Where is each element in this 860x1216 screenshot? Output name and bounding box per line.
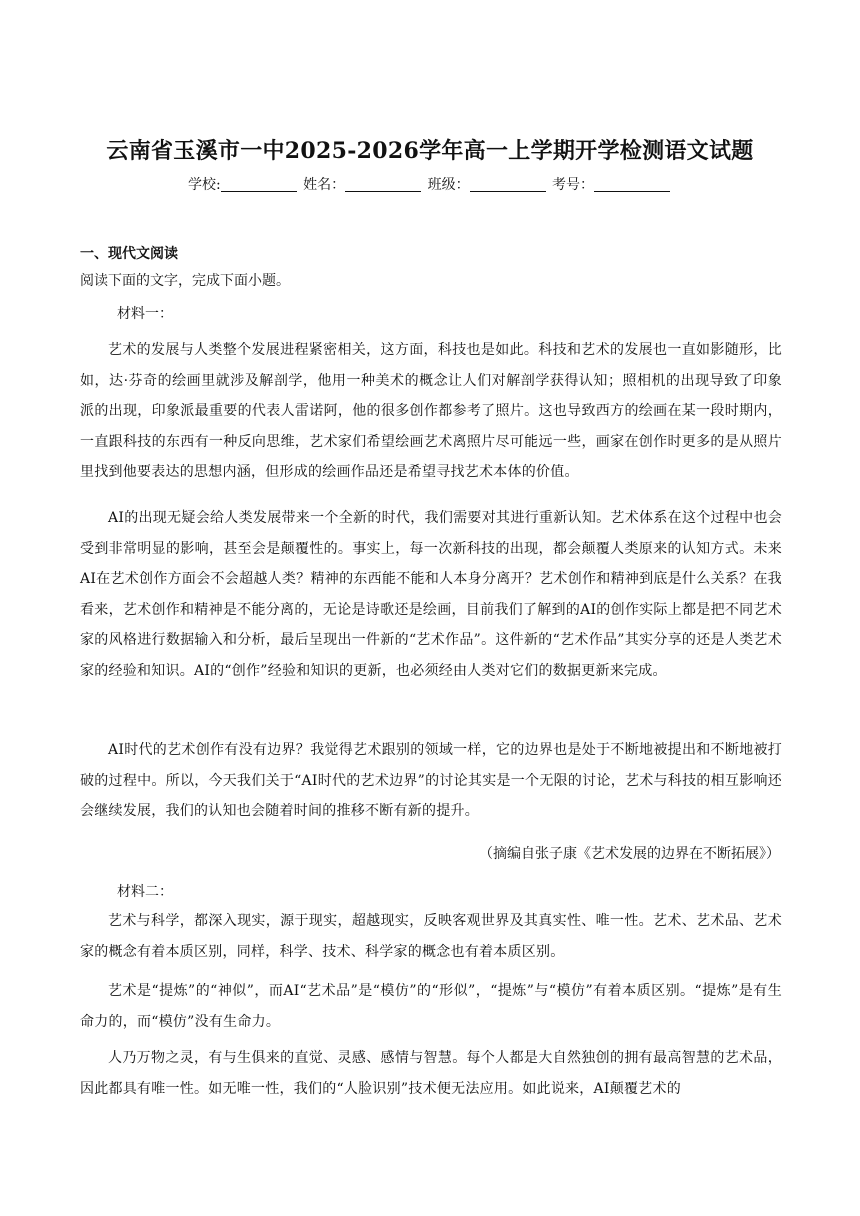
exam-number-blank [594,177,670,192]
material-two-paragraph: 人乃万物之灵，有与生俱来的直觉、灵感、感情与智慧。每个人都是大自然独创的拥有最高智慧的艺术品，因此都具有唯一性。如无唯一性，我们的“人脸识别”技术便无法应用。如此说来，AI颠覆艺术的 [80,1050,782,1097]
reading-instruction: 阅读下面的文字，完成下面小题。 [80,273,290,289]
school-blank [221,177,297,192]
material-one-label: 材料一： [117,306,173,322]
material-one-source: （摘编自张子康《艺术发展的边界在不断拓展》） [479,846,780,862]
student-info-line [0,174,860,194]
section-heading: 一、现代文阅读 [80,246,178,262]
material-two-label: 材料二： [117,884,173,900]
document-title: 云南省玉溪市一中2025-2026学年高一上学期开学检测语文试题 [106,138,754,164]
material-one-paragraph: AI的出现无疑会给人类发展带来一个全新的时代，我们需要对其进行重新认知。艺术体系在这个过程中也会受到非常明显的影响，甚至会是颠覆性的。事实上，每一次新科技的出现，都会颠覆人类原来的认知方式。未来AI在艺术创作方面会不会超越人类？精神的东西能不能和人本身分离开？艺术创作和精神到底是什么关系？在我看来，艺术创作和精神是不能分离的，无论是诗歌还是绘画，目前我们了解到的AI的创作实际上都是把不同艺术家的风格进行数据输入和分析，最后呈现出一件新的“艺术作品”。这件新的“艺术作品”其实分享的还是人类艺术家的经验和知识。AI的“创作”经验和知识的更新，也必须经由人类对它们的数据更新来完成。 [80,510,782,679]
name-blank [345,177,421,192]
class-label: 班级： [427,177,470,193]
school-label: 学校: [187,177,221,193]
material-two-paragraph: 艺术与科学，都深入现实，源于现实，超越现实，反映客观世界及其真实性、唯一性。艺术、艺术品、艺术家的概念有着本质区别，同样，科学、技术、科学家的概念也有着本质区别。 [80,913,782,960]
material-one-paragraph: 艺术的发展与人类整个发展进程紧密相关，这方面，科技也是如此。科技和艺术的发展也一直如影随形，比如，达·芬奇的绘画里就涉及解剖学，他用一种美术的概念让人们对解剖学获得认知；照相机的出现导致了印象派的出现，印象派最重要的代表人雷诺阿，他的很多创作都参考了照片。这也导致西方的绘画在某一段时期内，一直跟科技的东西有一种反向思维，艺术家们希望绘画艺术离照片尽可能远一些，画家在创作时更多的是从照片里找到他要表达的思想内涵，但形成的绘画作品还是希望寻找艺术本体的价值。 [80,342,782,480]
name-label: 姓名： [303,177,346,193]
class-blank [470,177,546,192]
material-two-paragraph: 艺术是“提炼”的“神似”，而AI“艺术品”是“模仿”的“形似”，“提炼”与“模仿”有着本质区别。“提炼”是有生命力的，而“模仿”没有生命力。 [80,983,782,1030]
material-one-paragraph: AI时代的艺术创作有没有边界？我觉得艺术跟别的领域一样，它的边界也是处于不断地被提出和不断地被打破的过程中。所以，今天我们关于“AI时代的艺术边界”的讨论其实是一个无限的讨论，艺术与科技的相互影响还会继续发展，我们的认知也会随着时间的推移不断有新的提升。 [80,742,782,819]
exam-number-label: 考号： [552,177,595,193]
